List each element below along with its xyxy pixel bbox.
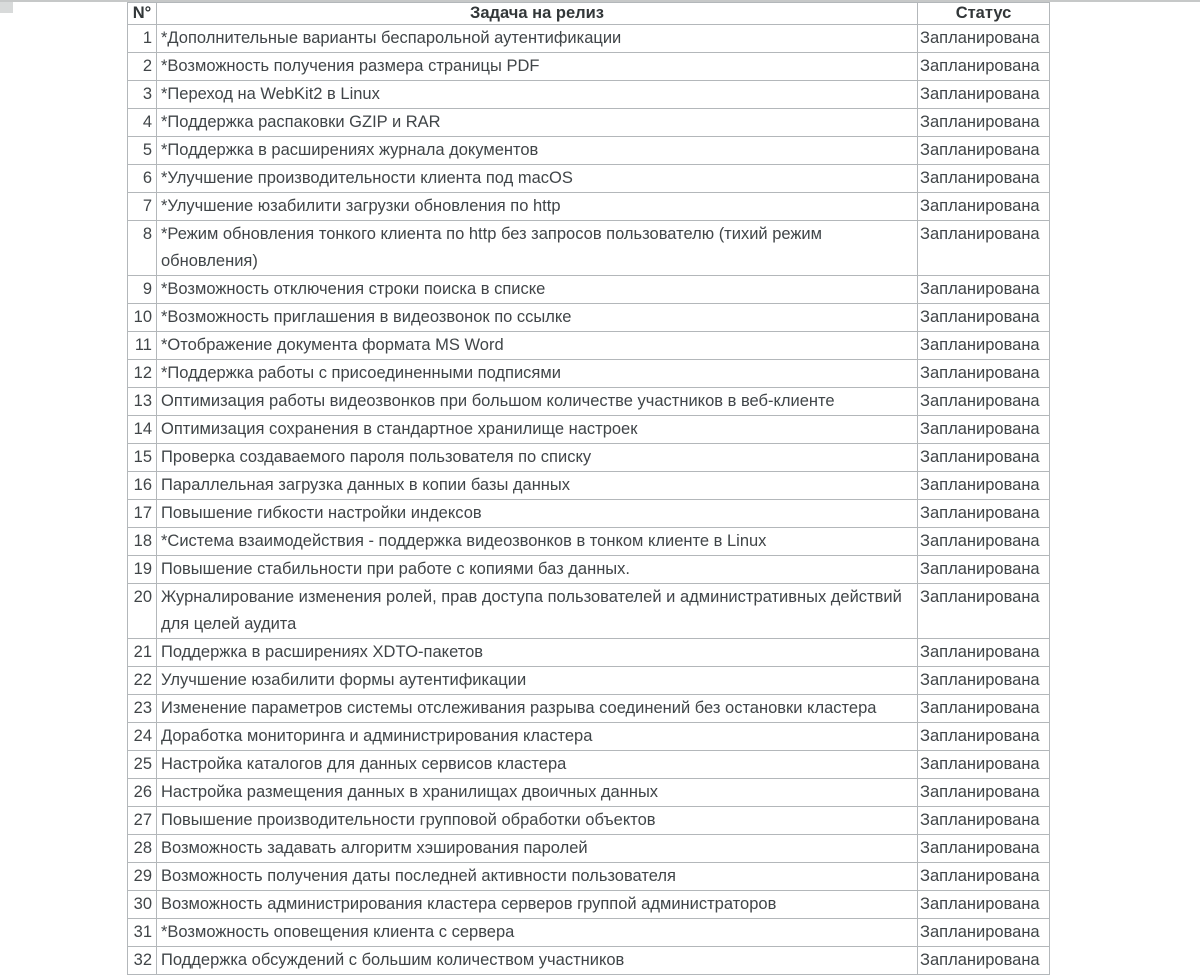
table-header [128,3,1050,25]
task-cell: Возможность задавать алгоритм хэширования паролей [157,835,918,863]
task-cell: Журналирование изменения ролей, прав доступа пользователей и административных действий для целей аудита [157,584,918,639]
task-cell: Поддержка в расширениях XDTO-пакетов [157,639,918,667]
task-cell: Повышение стабильности при работе с копиями баз данных. [157,556,918,584]
status-cell: Запланирована [918,584,1050,639]
task-cell: Доработка мониторинга и администрирования кластера [157,723,918,751]
row-number-cell: 6 [128,165,157,193]
row-number-cell: 20 [128,584,157,639]
row-number-cell: 31 [128,919,157,947]
table-row [128,444,1050,472]
task-cell: Параллельная загрузка данных в копии базы данных [157,472,918,500]
row-number-cell: 29 [128,863,157,891]
status-cell: Запланирована [918,53,1050,81]
status-cell: Запланирована [918,807,1050,835]
table-row [128,137,1050,165]
table-row [128,807,1050,835]
header-task: Задача на релиз [157,3,918,25]
status-cell: Запланирована [918,639,1050,667]
task-cell: Повышение производительности групповой обработки объектов [157,807,918,835]
table-row [128,221,1050,276]
status-cell: Запланирована [918,193,1050,221]
table-row [128,81,1050,109]
status-cell: Запланирована [918,165,1050,193]
row-number-cell: 5 [128,137,157,165]
task-cell: *Поддержка в расширениях журнала документов [157,137,918,165]
table-row [128,723,1050,751]
table-row [128,639,1050,667]
release-tasks-table [127,2,1050,975]
task-cell: *Возможность оповещения клиента с сервера [157,919,918,947]
task-cell: *Возможность получения размера страницы PDF [157,53,918,81]
table-row [128,779,1050,807]
status-cell: Запланирована [918,947,1050,975]
table-row [128,472,1050,500]
row-number-cell: 24 [128,723,157,751]
task-cell: *Режим обновления тонкого клиента по http без запросов пользователю (тихий режим обновления) [157,221,918,276]
row-number-cell: 8 [128,221,157,276]
task-cell: Повышение гибкости настройки индексов [157,500,918,528]
header-row [128,3,1050,25]
table-row [128,332,1050,360]
table-row [128,388,1050,416]
status-cell: Запланирована [918,919,1050,947]
table-row [128,835,1050,863]
status-cell: Запланирована [918,444,1050,472]
table-row [128,193,1050,221]
table-row [128,667,1050,695]
row-number-cell: 14 [128,416,157,444]
status-cell: Запланирована [918,109,1050,137]
row-number-cell: 7 [128,193,157,221]
status-cell: Запланирована [918,528,1050,556]
table-row [128,276,1050,304]
table-row [128,25,1050,53]
row-number-cell: 21 [128,639,157,667]
row-number-cell: 15 [128,444,157,472]
task-cell: Изменение параметров системы отслеживания разрыва соединений без остановки кластера [157,695,918,723]
status-cell: Запланирована [918,25,1050,53]
table-row [128,53,1050,81]
task-cell: *Поддержка работы с присоединенными подписями [157,360,918,388]
table-row [128,947,1050,975]
table-row [128,695,1050,723]
status-cell: Запланирована [918,332,1050,360]
task-cell: *Улучшение юзабилити загрузки обновления по http [157,193,918,221]
task-cell: Поддержка обсуждений с большим количеством участников [157,947,918,975]
status-cell: Запланирована [918,779,1050,807]
task-cell: Оптимизация сохранения в стандартное хранилище настроек [157,416,918,444]
task-cell: Улучшение юзабилити формы аутентификации [157,667,918,695]
status-cell: Запланирована [918,81,1050,109]
table-body [128,25,1050,975]
table-row [128,863,1050,891]
task-cell: *Возможность приглашения в видеозвонок по ссылке [157,304,918,332]
status-cell: Запланирована [918,388,1050,416]
status-cell: Запланирована [918,276,1050,304]
table-row [128,751,1050,779]
task-cell: Настройка каталогов для данных сервисов кластера [157,751,918,779]
task-cell: *Отображение документа формата MS Word [157,332,918,360]
row-number-cell: 16 [128,472,157,500]
task-cell: Проверка создаваемого пароля пользователя по списку [157,444,918,472]
row-number-cell: 18 [128,528,157,556]
row-number-cell: 26 [128,779,157,807]
status-cell: Запланирована [918,360,1050,388]
table-row [128,891,1050,919]
table-row [128,500,1050,528]
row-number-cell: 23 [128,695,157,723]
row-number-cell: 9 [128,276,157,304]
task-cell: *Система взаимодействия - поддержка видеозвонков в тонком клиенте в Linux [157,528,918,556]
task-cell: *Улучшение производительности клиента под macOS [157,165,918,193]
table-row [128,528,1050,556]
status-cell: Запланирована [918,472,1050,500]
status-cell: Запланирована [918,723,1050,751]
row-number-cell: 11 [128,332,157,360]
row-number-cell: 19 [128,556,157,584]
row-number-cell: 3 [128,81,157,109]
task-cell: *Дополнительные варианты беспарольной аутентификации [157,25,918,53]
table-row [128,584,1050,639]
row-number-cell: 1 [128,25,157,53]
status-cell: Запланирована [918,137,1050,165]
status-cell: Запланирована [918,416,1050,444]
status-cell: Запланирована [918,695,1050,723]
row-number-cell: 10 [128,304,157,332]
top-left-corner-block [0,2,13,13]
row-number-cell: 30 [128,891,157,919]
status-cell: Запланирована [918,891,1050,919]
task-cell: *Поддержка распаковки GZIP и RAR [157,109,918,137]
task-cell: *Возможность отключения строки поиска в списке [157,276,918,304]
row-number-cell: 32 [128,947,157,975]
status-cell: Запланирована [918,835,1050,863]
row-number-cell: 25 [128,751,157,779]
row-number-cell: 22 [128,667,157,695]
table-row [128,165,1050,193]
task-cell: Настройка размещения данных в хранилищах двоичных данных [157,779,918,807]
row-number-cell: 2 [128,53,157,81]
header-number: N° [128,3,157,25]
row-number-cell: 4 [128,109,157,137]
task-cell: Оптимизация работы видеозвонков при большом количестве участников в веб-клиенте [157,388,918,416]
table-row [128,919,1050,947]
status-cell: Запланирована [918,863,1050,891]
status-cell: Запланирована [918,221,1050,276]
row-number-cell: 17 [128,500,157,528]
table-row [128,360,1050,388]
status-cell: Запланирована [918,304,1050,332]
status-cell: Запланирована [918,667,1050,695]
task-cell: Возможность получения даты последней активности пользователя [157,863,918,891]
row-number-cell: 28 [128,835,157,863]
task-cell: *Переход на WebKit2 в Linux [157,81,918,109]
table-row [128,109,1050,137]
row-number-cell: 13 [128,388,157,416]
status-cell: Запланирована [918,556,1050,584]
status-cell: Запланирована [918,751,1050,779]
table-row [128,556,1050,584]
row-number-cell: 12 [128,360,157,388]
task-cell: Возможность администрирования кластера серверов группой администраторов [157,891,918,919]
table-row [128,416,1050,444]
status-cell: Запланирована [918,500,1050,528]
table-row [128,304,1050,332]
row-number-cell: 27 [128,807,157,835]
header-status: Статус [918,3,1050,25]
